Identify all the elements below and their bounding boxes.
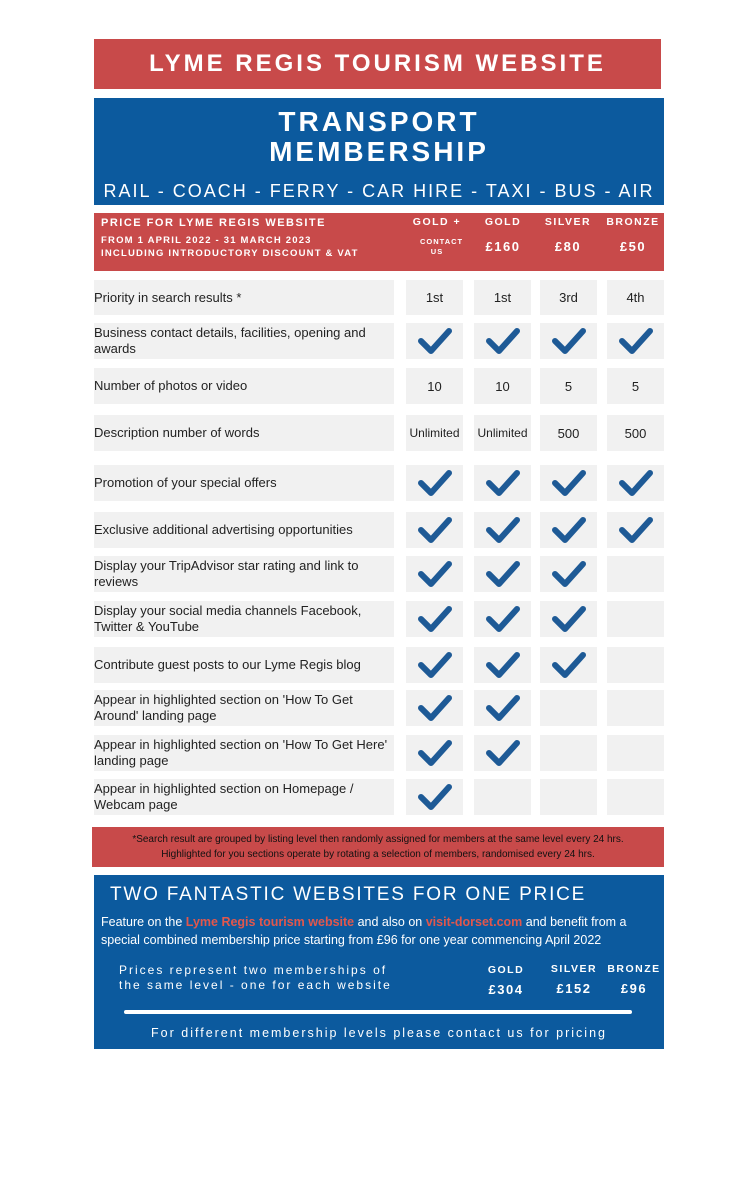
feature-cell-empty	[540, 779, 597, 815]
feature-cell-check	[540, 601, 597, 637]
feature-cell-empty	[607, 779, 664, 815]
check-icon	[486, 739, 520, 767]
tier-name: BRONZE	[607, 963, 661, 975]
feature-cell-check	[406, 690, 463, 726]
feature-cell-check	[474, 647, 531, 683]
pricing-label: PRICE FOR LYME REGIS WEBSITE	[101, 217, 326, 229]
check-icon	[552, 469, 586, 497]
check-icon	[619, 516, 653, 544]
footnote-line2: Highlighted for you sections operate by rotating a selection of members, randomised every 24 hrs.	[161, 849, 595, 860]
tier-price: £80	[554, 239, 582, 254]
check-icon	[619, 469, 653, 497]
check-icon	[418, 739, 452, 767]
feature-cell-empty	[474, 779, 531, 815]
feature-cell-check	[474, 690, 531, 726]
feature-cell-empty	[607, 735, 664, 771]
represent-line: Prices represent two memberships of	[119, 963, 388, 977]
tier-gold	[474, 213, 532, 271]
check-icon	[418, 516, 452, 544]
check-icon	[552, 327, 586, 355]
lyme-regis-link[interactable]: Lyme Regis tourism website	[185, 915, 355, 929]
offer-description	[101, 913, 661, 949]
offer-text: Feature on the	[101, 915, 186, 929]
footnote-line1: *Search result are grouped by listing level then randomly assigned for members at the same level every 24 hrs.	[132, 834, 624, 845]
check-icon	[486, 469, 520, 497]
check-icon	[552, 560, 586, 588]
combined-offer	[94, 875, 664, 1049]
feature-cell-check	[406, 512, 463, 548]
tier-name: GOLD +	[412, 216, 462, 228]
combined-tier-bronze	[604, 963, 664, 996]
combined-tier-gold	[484, 964, 528, 997]
tier-bronze	[602, 213, 664, 271]
tier-price: £152	[556, 981, 592, 996]
offer-footer: For different membership levels please contact us for pricing	[151, 1026, 607, 1040]
feature-cell-value: 10	[406, 368, 463, 404]
check-icon	[486, 605, 520, 633]
feature-cell-check	[406, 779, 463, 815]
check-icon	[418, 469, 452, 497]
feature-cell-check	[607, 465, 664, 501]
check-icon	[418, 694, 452, 722]
feature-cell-value: 500	[607, 415, 664, 451]
feature-label: Exclusive additional advertising opportunities	[94, 512, 394, 548]
tier-price: £304	[488, 982, 524, 997]
feature-cell-check	[540, 512, 597, 548]
tier-price: £96	[620, 981, 648, 996]
feature-row	[94, 556, 664, 592]
feature-cell-value: 5	[540, 368, 597, 404]
offer-text: and benefit from a special combined membership price starting from £96 for one year commencing April 2022	[101, 915, 627, 947]
check-icon	[552, 516, 586, 544]
combined-tier-silver	[544, 963, 604, 996]
feature-cell-check	[607, 323, 664, 359]
check-icon	[486, 651, 520, 679]
feature-cell-check	[406, 601, 463, 637]
tier-name: GOLD	[487, 964, 525, 976]
tier-name: GOLD	[484, 216, 522, 228]
feature-cell-check	[540, 465, 597, 501]
offer-title: TWO FANTASTIC WEBSITES FOR ONE PRICE	[110, 884, 587, 905]
feature-cell-check	[474, 601, 531, 637]
feature-cell-check	[474, 512, 531, 548]
check-icon	[418, 560, 452, 588]
feature-label: Display your TripAdvisor star rating and link to reviews	[94, 556, 394, 592]
offer-text: and also on	[354, 915, 426, 929]
tier-name: SILVER	[550, 963, 598, 975]
check-icon	[418, 783, 452, 811]
feature-label: Number of photos or video	[94, 368, 394, 404]
feature-cell-check	[540, 647, 597, 683]
check-icon	[418, 327, 452, 355]
check-icon	[418, 651, 452, 679]
pricing-header	[94, 213, 664, 271]
feature-cell-value: Unlimited	[474, 415, 531, 451]
feature-cell-empty	[607, 556, 664, 592]
feature-row	[94, 323, 664, 359]
feature-cell-check	[474, 556, 531, 592]
feature-cell-value: 10	[474, 368, 531, 404]
feature-cell-check	[474, 465, 531, 501]
pricing-period	[101, 234, 359, 260]
pricing-period-line: FROM 1 APRIL 2022 - 31 MARCH 2023	[101, 235, 312, 246]
feature-label: Description number of words	[94, 415, 394, 451]
feature-cell-value: 3rd	[540, 280, 597, 315]
feature-row	[94, 647, 664, 683]
feature-cell-check	[607, 512, 664, 548]
feature-cell-empty	[540, 735, 597, 771]
feature-cell-check	[406, 647, 463, 683]
feature-cell-empty	[607, 647, 664, 683]
check-icon	[486, 516, 520, 544]
feature-row	[94, 690, 664, 726]
feature-label: Contribute guest posts to our Lyme Regis blog	[94, 647, 394, 683]
feature-cell-value: 4th	[607, 280, 664, 315]
hero-section	[94, 98, 664, 205]
feature-label: Priority in search results *	[94, 280, 394, 315]
feature-cell-empty	[607, 601, 664, 637]
feature-row	[94, 512, 664, 548]
feature-cell-check	[474, 735, 531, 771]
feature-row	[94, 779, 664, 815]
feature-row	[94, 601, 664, 637]
check-icon	[486, 694, 520, 722]
footnote	[92, 827, 664, 867]
hero-title-line1: TRANSPORT	[278, 106, 480, 137]
tier-price: CONTACT US	[420, 237, 464, 256]
tier-name: SILVER	[544, 216, 592, 228]
tier-silver	[538, 213, 598, 271]
tier-gold-plus	[406, 213, 468, 271]
represent-line: the same level - one for each website	[119, 978, 392, 992]
pricing-vat-line: INCLUDING INTRODUCTORY DISCOUNT & VAT	[101, 248, 359, 259]
feature-row	[94, 415, 664, 451]
feature-cell-check	[474, 323, 531, 359]
feature-cell-check	[406, 735, 463, 771]
visit-dorset-link[interactable]: visit-dorset.com	[425, 915, 523, 929]
offer-represent-note	[119, 963, 392, 993]
feature-label: Business contact details, facilities, opening and awards	[94, 323, 394, 359]
feature-row	[94, 368, 664, 404]
site-banner	[94, 39, 661, 89]
check-icon	[486, 327, 520, 355]
hero-title-line2: MEMBERSHIP	[269, 136, 489, 167]
banner-title: LYME REGIS TOURISM WEBSITE	[149, 50, 606, 77]
feature-cell-value: 1st	[406, 280, 463, 315]
feature-label: Appear in highlighted section on 'How To Get Around' landing page	[94, 690, 394, 726]
feature-cell-check	[406, 556, 463, 592]
feature-cell-check	[540, 556, 597, 592]
tier-price: £50	[619, 239, 647, 254]
check-icon	[552, 651, 586, 679]
divider-bar	[124, 1010, 632, 1014]
feature-cell-check	[540, 323, 597, 359]
tier-price: £160	[485, 239, 521, 254]
feature-cell-value: 1st	[474, 280, 531, 315]
feature-label: Appear in highlighted section on Homepage / Webcam page	[94, 779, 394, 815]
check-icon	[619, 327, 653, 355]
feature-row	[94, 465, 664, 501]
check-icon	[552, 605, 586, 633]
feature-row	[94, 280, 664, 315]
feature-cell-value: Unlimited	[406, 415, 463, 451]
feature-cell-check	[406, 323, 463, 359]
check-icon	[418, 605, 452, 633]
hero-subtitle: RAIL - COACH - FERRY - CAR HIRE - TAXI - BUS - AIR	[103, 181, 655, 201]
feature-cell-check	[406, 465, 463, 501]
tier-name: BRONZE	[606, 216, 660, 228]
feature-label: Display your social media channels Facebook, Twitter & YouTube	[94, 601, 394, 637]
feature-cell-empty	[607, 690, 664, 726]
feature-row	[94, 735, 664, 771]
feature-cell-value: 500	[540, 415, 597, 451]
feature-cell-value: 5	[607, 368, 664, 404]
feature-label: Promotion of your special offers	[94, 465, 394, 501]
feature-cell-empty	[540, 690, 597, 726]
feature-label: Appear in highlighted section on 'How To Get Here' landing page	[94, 735, 394, 771]
check-icon	[486, 560, 520, 588]
